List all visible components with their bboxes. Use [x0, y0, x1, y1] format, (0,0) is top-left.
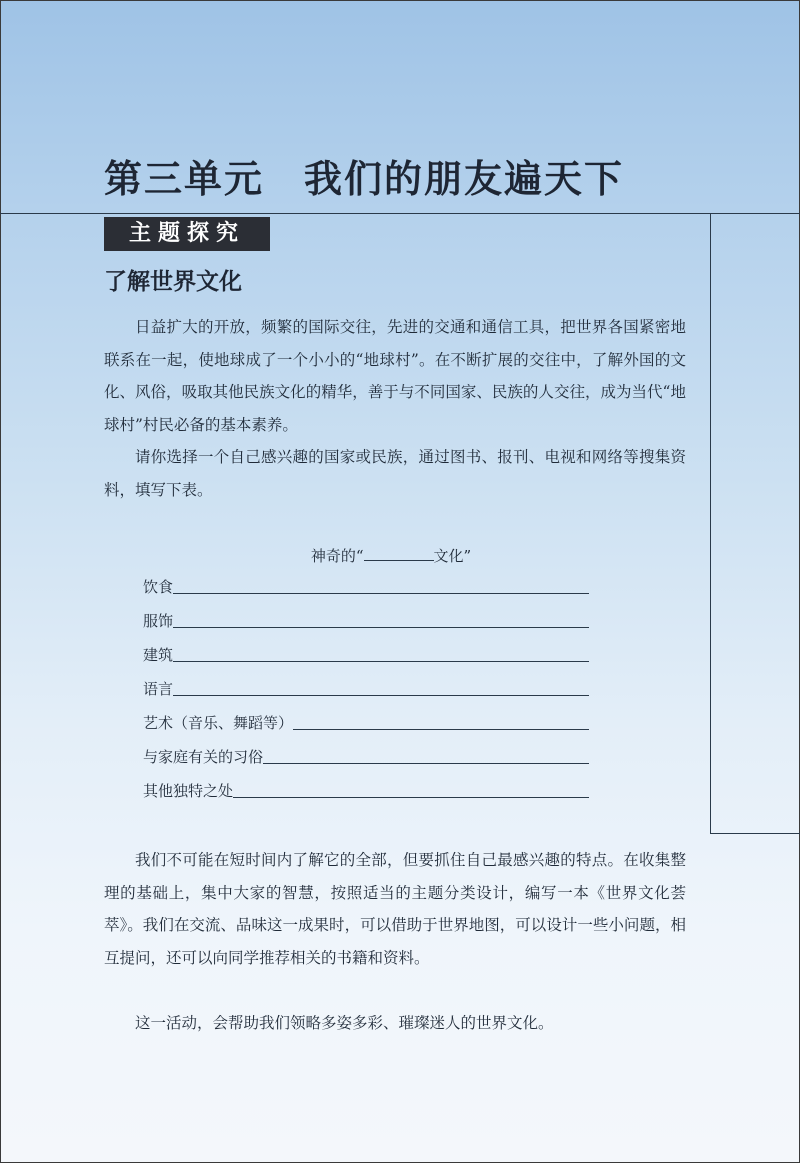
form-row-label: 饮食: [143, 578, 174, 596]
form-row-label: 服饰: [143, 612, 174, 630]
task-paragraph: 请你选择一个自己感兴趣的国家或民族，通过图书、报刊、电视和网络等搜集资料，填写下表。: [104, 448, 686, 499]
answer-line[interactable]: [263, 762, 589, 764]
form-row-label: 与家庭有关的习俗: [143, 748, 264, 766]
answer-line[interactable]: [173, 660, 589, 662]
form-row-label: 语言: [143, 680, 174, 698]
unit-number: 第三单元: [104, 156, 265, 201]
form-row-label: 艺术（音乐、舞蹈等）: [143, 714, 294, 732]
form-row-arts: [143, 711, 589, 733]
answer-line[interactable]: [173, 592, 589, 594]
unit-name: 我们的朋友遍天下: [304, 156, 625, 201]
answer-line[interactable]: [173, 694, 589, 696]
section-heading: 了解世界文化: [104, 269, 242, 295]
summary-paragraph: 我们不可能在短时间内了解它的全部，但要抓住自己最感兴趣的特点。在收集整理的基础上，集中大家的智慧，按照适当的主题分类设计，编写一本《世界文化荟萃》。我们在交流、品味这一成果时，可以借助于世界地图，可以设计一些小问题，相互提问，还可以向同学推荐相关的书籍和资料。: [104, 851, 686, 967]
form-row-label: 其他独特之处: [143, 782, 234, 800]
answer-line[interactable]: [233, 796, 589, 798]
answer-line[interactable]: [293, 728, 589, 730]
form-row-clothing: [143, 609, 589, 631]
answer-line[interactable]: [173, 626, 589, 628]
intro-paragraph: 日益扩大的开放，频繁的国际交往，先进的交通和通信工具，把世界各国紧密地联系在一起，使地球成了一个小小的“地球村”。在不断扩展的交往中，了解外国的文化、风俗，吸取其他民族文化的精华，善于与不同国家、民族的人交往，成为当代“地球村”村民必备的基本素养。: [104, 318, 686, 434]
form-row-other: [143, 779, 589, 801]
form-row-food: [143, 575, 589, 597]
closing-paragraph: 这一活动，会帮助我们领略多姿多彩、璀璨迷人的世界文化。: [135, 1014, 554, 1032]
unit-title: [104, 148, 624, 203]
margin-box: [710, 213, 800, 834]
form-title-suffix: 文化”: [433, 547, 472, 565]
title-divider: [0, 213, 800, 214]
form-row-architecture: [143, 643, 589, 665]
form-row-family-customs: [143, 745, 589, 767]
form-row-language: [143, 677, 589, 699]
form-title-prefix: 神奇的“: [310, 547, 364, 565]
form-title: [100, 545, 682, 566]
theme-tab: 主题探究: [104, 217, 270, 251]
culture-name-blank[interactable]: [364, 546, 434, 561]
form-row-label: 建筑: [143, 646, 174, 664]
